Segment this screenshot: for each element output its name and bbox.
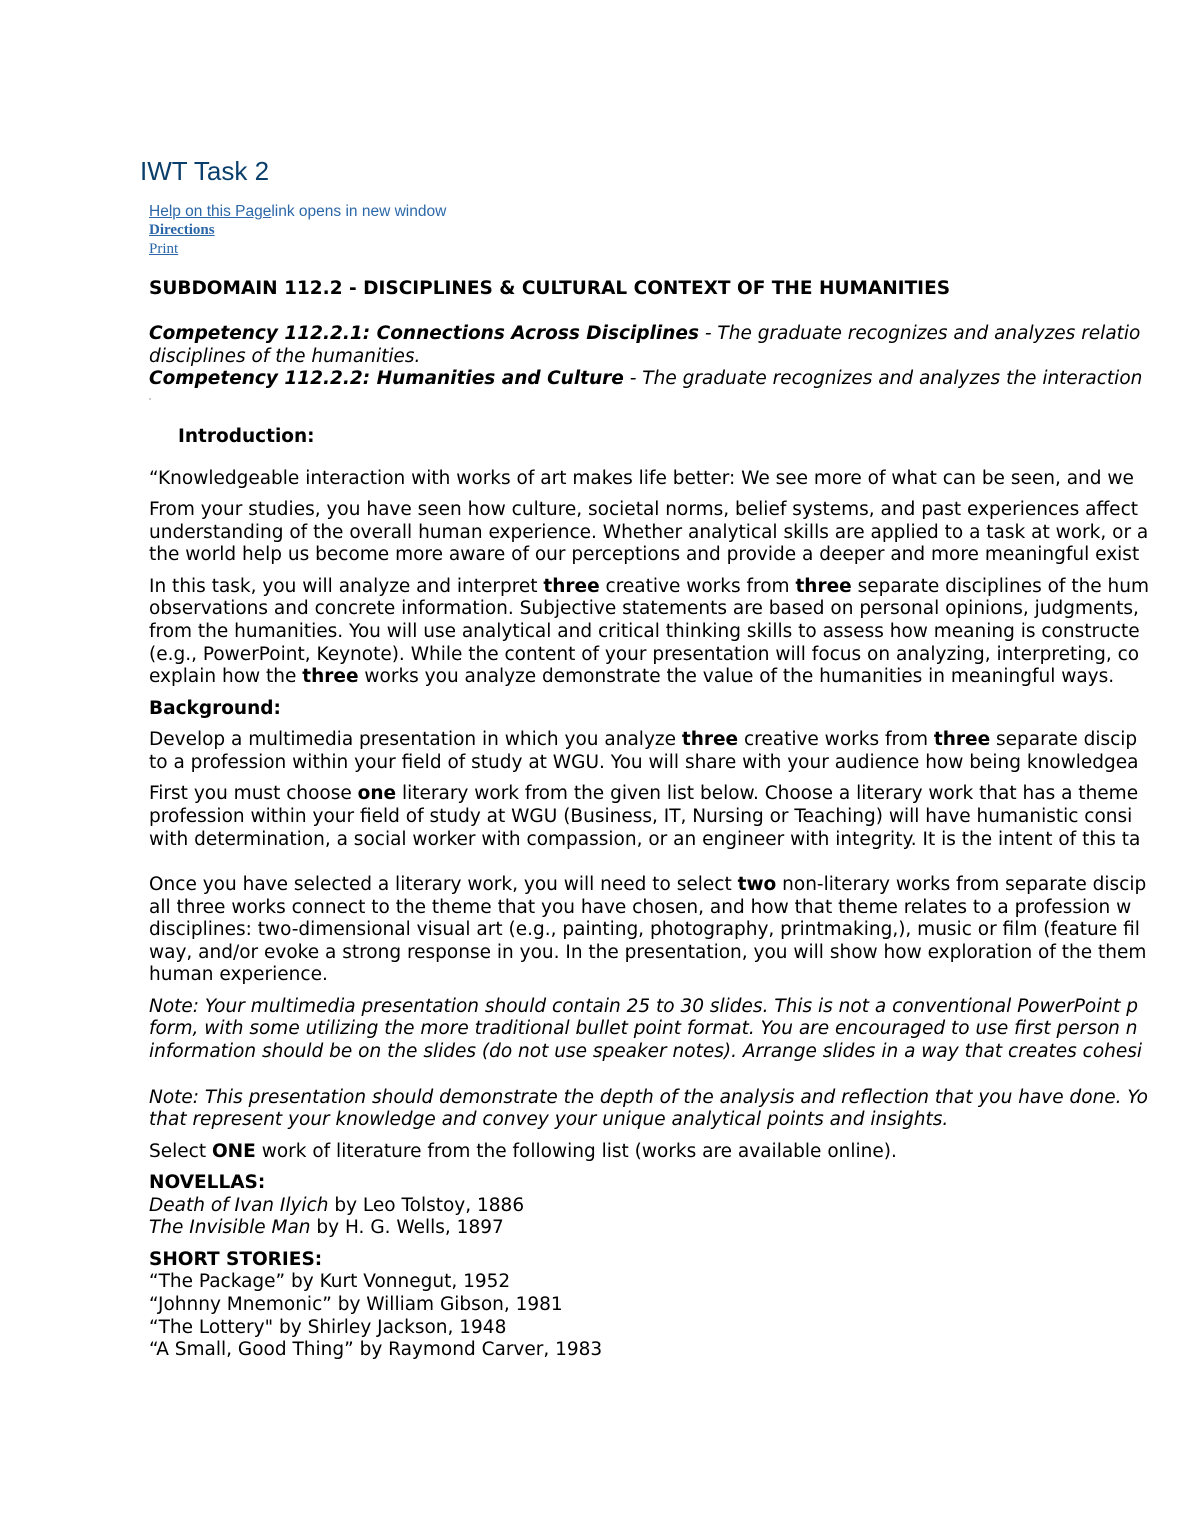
competency-1-title: Competency 112.2.1: Connections Across Disciplines [149, 323, 699, 344]
text-run: works you analyze demonstrate the value of the humanities in meaningful ways. [358, 666, 1115, 687]
text-run: work of literature from the following list (works are available online). [255, 1141, 897, 1162]
intro-p2-line: from the humanities. You will use analytical and critical thinking skills to assess how meaning is constructe [149, 621, 1140, 642]
background-p3-line: disciplines: two-dimensional visual art (e.g., painting, photography, printmaking,), music or film (feature fil [149, 919, 1140, 940]
text-run: Once you have selected a literary work, you will need to select [149, 874, 738, 895]
background-p2-line: profession within your field of study at WGU (Business, IT, Nursing or Teaching) will have humanistic consi [149, 806, 1133, 827]
text-run: explain how the [149, 666, 303, 687]
background-heading: Background: [149, 698, 281, 719]
intro-p2-line [149, 666, 1114, 689]
directions-link[interactable]: Directions [149, 222, 215, 238]
work-title: The Invisible Man [149, 1217, 311, 1238]
short-story-item: “The Package” by Kurt Vonnegut, 1952 [149, 1271, 511, 1292]
work-author: by H. G. Wells, 1897 [310, 1217, 504, 1238]
emphasis: three [795, 576, 852, 597]
background-p1-line: to a profession within your field of study at WGU. You will share with your audience how being knowledgea [149, 752, 1139, 773]
text-run: First you must choose [149, 783, 358, 804]
text-run: literary work from the given list below. Choose a literary work that has a theme [396, 783, 1139, 804]
page-title: IWT Task 2 [140, 156, 270, 186]
emphasis: one [357, 783, 397, 804]
note-2-line: Note: This presentation should demonstrate the depth of the analysis and reflection that you have done. Yo [149, 1087, 1148, 1108]
text-run: Develop a multimedia presentation in which you analyze [149, 729, 682, 750]
competency-2-title: Competency 112.2.2: Humanities and Culture [149, 368, 624, 389]
text-run: creative works from [738, 729, 934, 750]
emphasis: three [543, 576, 600, 597]
emphasis: three [302, 666, 359, 687]
text-run: non-literary works from separate discip [776, 874, 1147, 895]
introduction-heading: Introduction: [178, 426, 315, 447]
note-1-line: information should be on the slides (do not use speaker notes). Arrange slides in a way that creates cohesi [149, 1041, 1143, 1062]
intro-quote: “Knowledgeable interaction with works of art makes life better: We see more of what can be seen, and we [149, 468, 1134, 489]
intro-p2-line: (e.g., PowerPoint, Keynote). While the content of your presentation will focus on analyzing, interpreting, co [149, 644, 1140, 665]
background-p2-line [149, 783, 1138, 806]
intro-p2-line: observations and concrete information. Subjective statements are based on personal opinions, judgments, [149, 598, 1139, 619]
short-story-item: “Johnny Mnemonic” by William Gibson, 1981 [149, 1294, 563, 1315]
background-p3-line [149, 874, 1146, 897]
short-story-item: “A Small, Good Thing” by Raymond Carver, 1983 [149, 1339, 603, 1360]
select-instruction [149, 1141, 897, 1164]
novella-item [149, 1217, 504, 1240]
intro-p1-line: understanding of the overall human experience. Whether analytical skills are applied to a task at work, or a [149, 522, 1149, 543]
competency-1 [149, 323, 1140, 346]
competency-2 [149, 368, 1142, 391]
intro-p1-line: From your studies, you have seen how culture, societal norms, belief systems, and past experiences affect [149, 499, 1138, 520]
novellas-heading: NOVELLAS: [149, 1172, 266, 1193]
print-link[interactable]: Print [149, 241, 179, 257]
intro-p2-line [149, 576, 1149, 599]
short-story-item: “The Lottery" by Shirley Jackson, 1948 [149, 1317, 507, 1338]
background-p3-line: way, and/or evoke a strong response in you. In the presentation, you will show how exploration of the them [149, 942, 1147, 963]
background-p1-line [149, 729, 1137, 752]
background-p2-line: with determination, a social worker with compassion, or an engineer with integrity. It is the intent of this ta [149, 829, 1141, 850]
short-stories-heading: SHORT STORIES: [149, 1249, 323, 1270]
text-run: Select [149, 1141, 212, 1162]
text-run: separate discip [990, 729, 1138, 750]
divider [149, 398, 151, 400]
help-link-row [149, 202, 446, 221]
novella-item [149, 1195, 524, 1218]
subdomain-heading: SUBDOMAIN 112.2 - DISCIPLINES & CULTURAL CONTEXT OF THE HUMANITIES [149, 278, 951, 299]
emphasis: two [737, 874, 777, 895]
help-link-note: link opens in new window [271, 203, 447, 220]
text-run: separate disciplines of the hum [851, 576, 1150, 597]
work-author: by Leo Tolstoy, 1886 [328, 1195, 525, 1216]
competency-1-desc-cont: disciplines of the humanities. [149, 346, 421, 367]
background-p3-line: all three works connect to the theme that you have chosen, and how that theme relates to a profession w [149, 897, 1132, 918]
note-1-line: Note: Your multimedia presentation should contain 25 to 30 slides. This is not a conventional PowerPoint p [149, 996, 1138, 1017]
help-on-this-page-link[interactable]: Help on this Page [149, 203, 272, 220]
work-title: Death of Ivan Ilyich [149, 1195, 329, 1216]
emphasis: three [681, 729, 739, 750]
note-2-line: that represent your knowledge and convey your unique analytical points and insights. [149, 1109, 949, 1130]
background-p3-line: human experience. [149, 964, 328, 985]
page-links [149, 202, 446, 259]
intro-p1-line: the world help us become more aware of our perceptions and provide a deeper and more meaningful exist [149, 544, 1140, 565]
emphasis: three [933, 729, 991, 750]
emphasis: ONE [211, 1141, 256, 1162]
competency-2-desc: - The graduate recognizes and analyzes the interaction [623, 368, 1143, 389]
competency-1-desc: - The graduate recognizes and analyzes relatio [698, 323, 1141, 344]
text-run: creative works from [599, 576, 796, 597]
note-1-line: form, with some utilizing the more traditional bullet point format. You are encouraged to use first person n [149, 1018, 1138, 1039]
text-run: In this task, you will analyze and interpret [149, 576, 544, 597]
